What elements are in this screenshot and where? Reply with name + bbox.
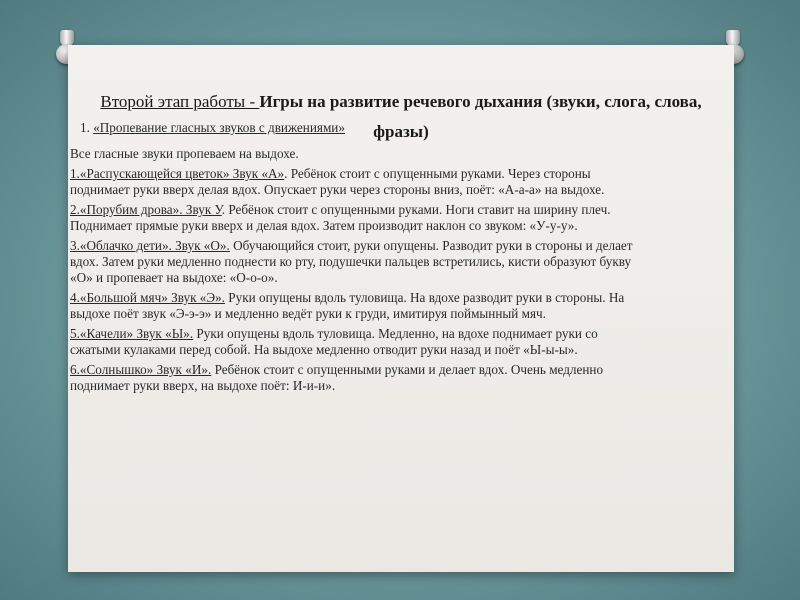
title-prefix: Второй этап работы - xyxy=(100,92,260,111)
exercise-description: Обучающийся стоит, руки опущены. Разводит руки в стороны и делает вдох. Затем руки медленно поднести ко рту, подушечки пальцев встретились, кисти образуют букву «О» и пропевает на выдохе: «О-о-о». xyxy=(70,238,633,285)
exercise-description: . Ребёнок стоит с опущенными руками. Ноги ставит на ширину плеч. Поднимает прямые руки вверх и делая вдох. Затем производит наклон со звуком: «У-у-у». xyxy=(70,202,611,233)
slide-content xyxy=(70,120,640,395)
exercise-item xyxy=(70,290,640,322)
exercise-item xyxy=(70,166,640,198)
exercise-title: 5.«Качели» Звук «Ы». xyxy=(70,326,194,341)
section-number: 1. xyxy=(80,120,94,135)
exercise-title: 2.«Порубим дрова». Звук У xyxy=(70,202,222,217)
exercise-title: 3.«Облачко дети». Звук «О». xyxy=(70,238,230,253)
title-main: Игры на развитие речевого дыхания (звуки, слога, слова, фразы) xyxy=(259,92,702,141)
exercise-item xyxy=(70,202,640,234)
exercise-item xyxy=(70,326,640,358)
exercise-item xyxy=(70,362,640,394)
section-heading-text: «Пропевание гласных звуков с движениями» xyxy=(93,120,345,135)
exercise-title: 6.«Солнышко» Звук «И». xyxy=(70,362,212,377)
exercise-item xyxy=(70,238,640,286)
exercise-description: Ребёнок стоит с опущенными руками и делает вдох. Очень медленно поднимает руки вверх, на выдохе поёт: И-и-и». xyxy=(70,362,604,393)
exercise-description: . Ребёнок стоит с опущенными руками. Через стороны поднимает руки вверх делая вдох. Опускает руки через стороны вниз, поёт: «А-а-а» на выдохе. xyxy=(70,166,605,197)
exercise-title: 1.«Распускающейся цветок» Звук «А» xyxy=(70,166,285,181)
exercise-description: Руки опущены вдоль туловища. Медленно, на вдохе поднимает руки со сжатыми кулаками перед собой. На выдохе медленно отводит руки назад и поёт «Ы-ы-ы». xyxy=(70,326,598,357)
section-heading xyxy=(80,120,640,136)
exercise-description: Руки опущены вдоль туловища. На вдохе разводит руки в стороны. На выдохе поёт звук «Э-э-э» и медленно ведёт руки к груди, имитируя поймынный мяч. xyxy=(70,290,625,321)
intro-text: Все гласные звуки пропеваем на выдохе. xyxy=(70,146,299,161)
exercise-title: 4.«Большой мяч» Звук «Э». xyxy=(70,290,225,305)
